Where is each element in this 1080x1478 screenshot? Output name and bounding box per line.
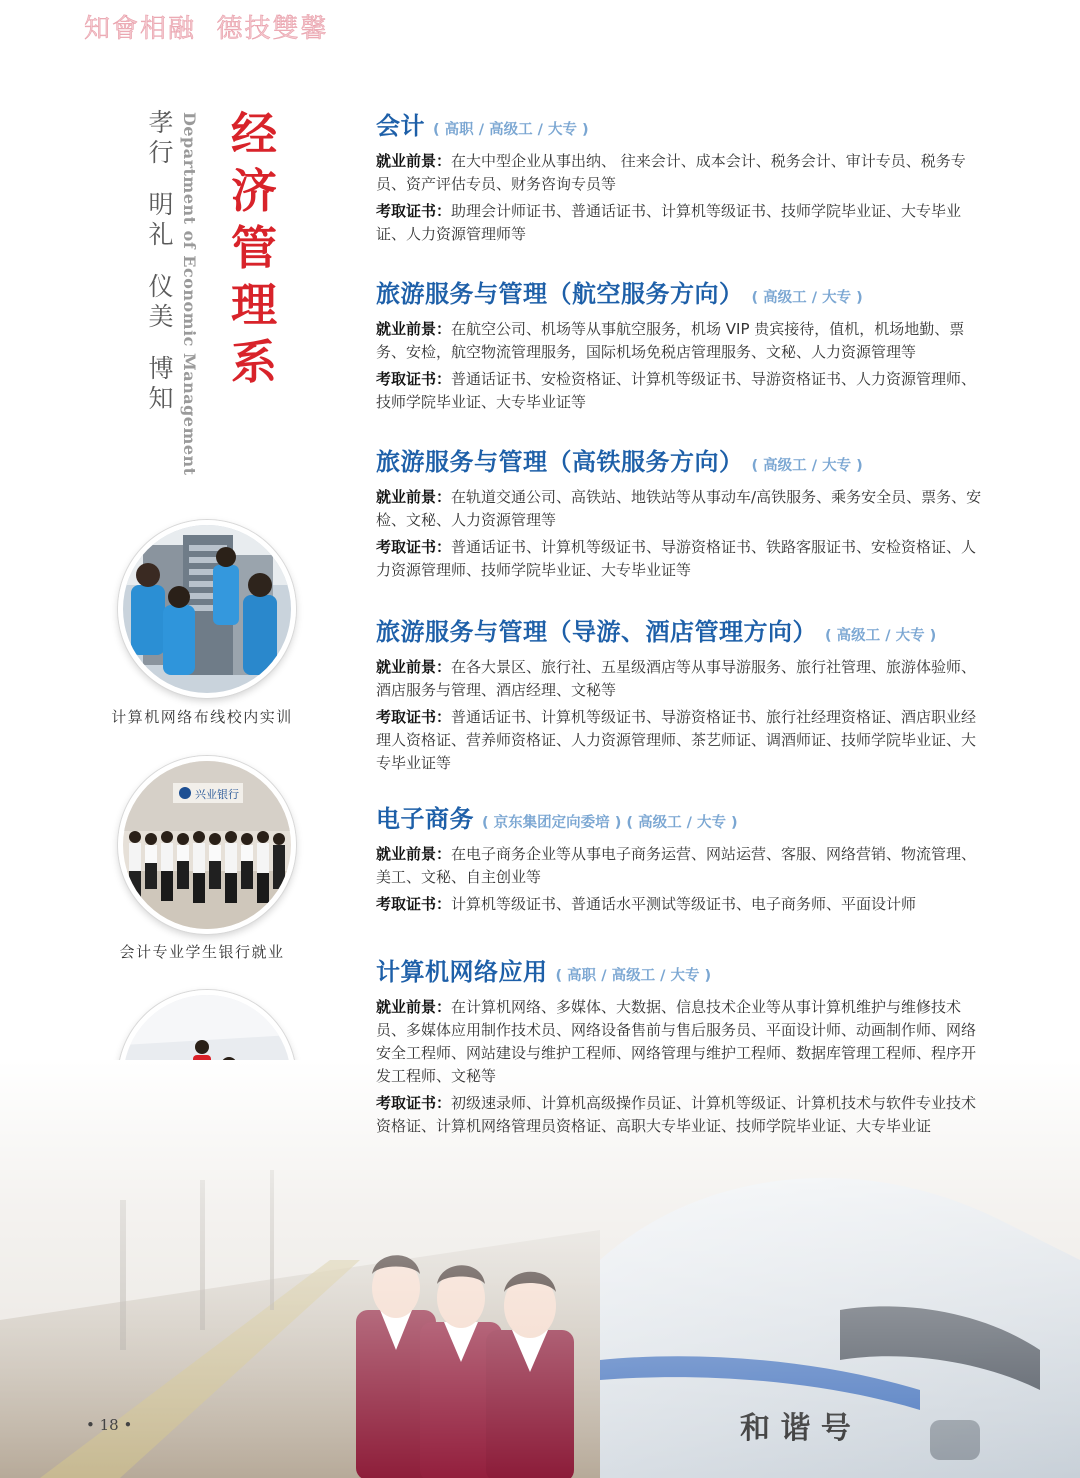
employment-row [376,486,990,532]
certificate-text: 初级速录师、计算机高级操作员证、计算机等级证、计算机技术与软件专业技术资格证、计算机网络管理员资格证、高职大专毕业证、技师学院毕业证、大专毕业证 [376,1094,977,1135]
employment-text: 在航空公司、机场等从事航空服务，机场 VIP 贵宾接待，值机，机场地勤、票务、安检，航空物流管理服务，国际机场免税店管理服务、文秘、人力资源管理等 [376,320,965,361]
employment-label: 就业前景： [376,998,452,1016]
employment-label: 就业前景： [376,658,452,676]
motto-xiaoxing: 孝行 [148,108,174,167]
photo-network-cabling [118,520,296,698]
department-title-en: Department of Economic Management [180,112,199,476]
employment-text: 在轨道交通公司、高铁站、地铁站等从事动车/高铁服务、乘务安全员、票务、安检、文秘、人力资源管理等 [376,488,982,529]
employment-label: 就业前景： [376,488,452,506]
photo-caption-network: 计算机网络布线校内实训 [111,708,293,726]
certificate-text: 普通话证书、计算机等级证书、导游资格证书、铁路客服证书、安检资格证、人力资源管理师、技师学院毕业证、大专毕业证等 [376,538,977,579]
certificate-row [376,1092,990,1138]
employment-text: 在计算机网络、多媒体、大数据、信息技术企业等从事计算机维护与维修技术员、多媒体应用制作技术员、网络设备售前与售后服务员、平面设计师、动画制作师、网络安全工程师、网站建设与维护工程师、网络管理与维护工程师、数据库管理工程师、程序开发工程师、文秘等 [376,998,977,1085]
program-tourism-guide-hotel [376,612,990,775]
photo-caption-bank: 会计专业学生银行就业 [119,943,285,961]
employment-label: 就业前景： [376,320,452,338]
certificate-row [376,893,990,916]
program-level: ( 高职 / 高级工 / 大专 ) [433,122,589,138]
employment-row [376,318,990,364]
photo-bank-employment [118,756,296,934]
certificate-text: 普通话证书、计算机等级证书、导游资格证书、旅行社经理资格证、酒店职业经理人资格证、营养师资格证、人力资源管理师、茶艺师证、调酒师证、技师学院毕业证、大专毕业证等 [376,708,977,772]
employment-text: 在各大景区、旅行社、五星级酒店等从事导游服务、旅行社管理、旅游体验师、酒店服务与管理、酒店经理、文秘等 [376,658,977,699]
certificate-label: 考取证书： [376,538,452,556]
certificate-label: 考取证书： [376,202,452,220]
certificate-row [376,706,990,775]
certificate-text: 计算机等级证书、普通话水平测试等级证书、电子商务师、平面设计师 [451,895,917,913]
program-ecommerce [376,799,990,916]
program-level: ( 高职 / 高级工 / 大专 ) [555,968,712,984]
employment-row [376,656,990,702]
motto-yimei: 仪美 [148,272,174,331]
program-level: ( 高级工 / 大专 ) [751,458,863,474]
program-level: ( 高级工 / 大专 ) [825,628,937,644]
employment-text: 在大中型企业从事出纳、 往来会计、成本会计、税务会计、审计专员、税务专员、资产评估专员、财务咨询专员等 [376,152,966,193]
program-computer-network [376,952,990,1138]
certificate-label: 考取证书： [376,1094,452,1112]
employment-row [376,996,990,1088]
employment-row [376,843,990,889]
program-title: 会计 [376,112,425,140]
bank-sign-text: 兴业银行 [195,788,239,801]
program-title: 旅游服务与管理（导游、酒店管理方向） [376,618,817,646]
employment-label: 就业前景： [376,152,452,170]
certificate-text: 普通话证书、安检资格证、计算机等级证书、导游资格证书、人力资源管理师、技师学院毕业证、大专毕业证等 [376,370,977,411]
program-title: 旅游服务与管理（高铁服务方向） [376,448,744,476]
program-level: ( 京东集团定向委培 ) ( 高级工 / 大专 ) [482,815,738,831]
page-number: • 18 • [86,1416,133,1434]
certificate-text: 助理会计师证书、普通话证书、计算机等级证书、技师学院毕业证、大专毕业证、人力资源管理师等 [376,202,962,243]
program-list [376,106,990,1138]
program-level: ( 高级工 / 大专 ) [751,290,863,306]
certificate-row [376,200,990,246]
department-title: 经济管理系 [231,107,277,389]
certificate-label: 考取证书： [376,708,452,726]
employment-row [376,150,990,196]
program-tourism-aviation [376,274,990,414]
program-tourism-rail [376,442,990,582]
certificate-label: 考取证书： [376,370,452,388]
certificate-row [376,536,990,582]
certificate-row [376,368,990,414]
employment-label: 就业前景： [376,845,452,863]
header-slogan: 知會相融 德技雙馨 [84,14,329,44]
motto-bozhi: 博知 [148,354,174,413]
motto-mingli: 明礼 [148,190,174,249]
program-accounting [376,106,990,246]
program-title: 电子商务 [376,805,474,833]
certificate-label: 考取证书： [376,895,452,913]
employment-text: 在电子商务企业等从事电子商务运营、网站运营、客服、网络营销、物流管理、美工、文秘、自主创业等 [376,845,977,886]
program-title: 旅游服务与管理（航空服务方向） [376,280,744,308]
program-title: 计算机网络应用 [376,958,548,986]
